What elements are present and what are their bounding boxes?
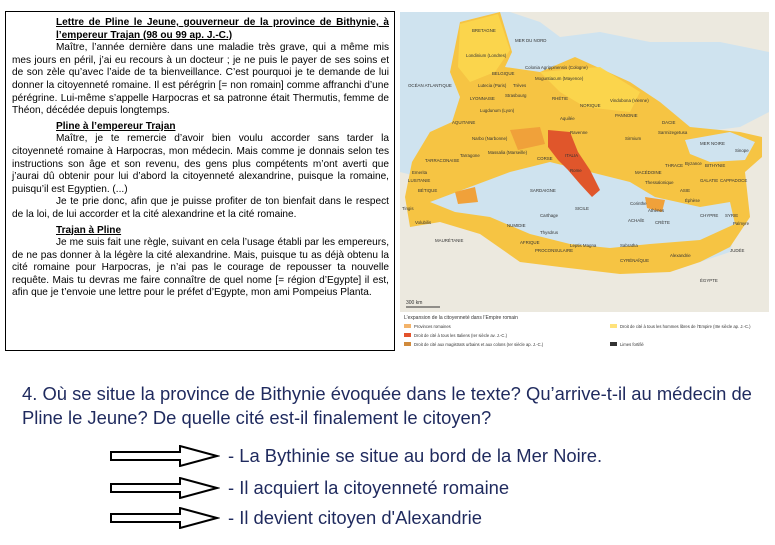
- map-label-bretagne: BRETAGNE: [472, 28, 496, 33]
- map-label-thysdrus: Thysdrus: [540, 230, 559, 235]
- map-label-dacie: DACIE: [662, 120, 676, 125]
- map-label-sirmium: Sirmium: [625, 136, 642, 141]
- letter-title-2: Pline à l’empereur Trajan: [56, 120, 176, 132]
- map-label-pannonie: PANNONIE: [615, 113, 638, 118]
- map-label-italia: ITALIA: [565, 153, 579, 158]
- map-label-carthage: Carthage: [540, 213, 559, 218]
- legend-swatch-2: [404, 342, 411, 346]
- map-label-volubilis: Volubilis: [415, 220, 432, 225]
- map-label-tingis: Tingis: [402, 206, 414, 211]
- map-label-palmyre: Palmyre: [733, 221, 750, 226]
- map-label-cologne: Colonia Agrippinensis (Cologne): [525, 65, 588, 70]
- map-label-mauretanie: MAURÉTANIE: [435, 238, 464, 243]
- map-label-thrace: THRACE: [665, 163, 684, 168]
- legend-label-0: Provinces romaines: [414, 324, 451, 329]
- map-label-macedoine: MACÉDOINE: [635, 170, 662, 175]
- legend-swatch-1: [404, 333, 411, 337]
- map-label-norique: NORIQUE: [580, 103, 601, 108]
- map-label-belgique: BELGIQUE: [492, 71, 515, 76]
- map-label-betique: BÉTIQUE: [418, 188, 438, 193]
- map-label-sabratha: Sabratha: [620, 243, 638, 248]
- map-label-ephese: Éphèse: [685, 198, 700, 203]
- map-label-vienne: Vindobona (Vienne): [610, 98, 649, 103]
- map-label-asie: ASIE: [680, 188, 691, 193]
- map-label-cappadoce: CAPPADOCE: [720, 178, 748, 183]
- answer-3: [110, 507, 482, 529]
- letter-text-box: [5, 11, 395, 351]
- map-label-numidie: NUMIDIE: [507, 223, 526, 228]
- map-label-proconsulaire: PROCONSULAIRE: [535, 248, 574, 253]
- legend-title: L’expansion de la citoyenneté dans l’Empire romain: [404, 315, 518, 321]
- map-label-achaie: ACHAÏE: [628, 218, 645, 223]
- map-label-crete: CRÈTE: [655, 220, 670, 225]
- answer-1-text: - La Bythinie se situe au bord de la Mer Noire.: [228, 445, 603, 466]
- legend-label-4: Limes fortifié: [620, 342, 644, 347]
- answer-2-text: - Il acquiert la citoyenneté romaine: [228, 477, 510, 498]
- right-arrow-icon: [110, 507, 220, 529]
- map-label-aquilee: Aquilée: [560, 116, 575, 121]
- legend-swatch-4: [610, 342, 617, 346]
- map-label-galatie: GALATIE: [700, 178, 719, 183]
- letter-paragraph-2: Maître, je te remercie d’avoir bien voulu accorder sans tarder la citoyenneté romaine à Harpocras, mon médecin. Mais comme je donnais selon tes instructions son âge et son revenu, des gens plus compétents m’ont averti que j’aurai dû obtenir pour lui d’abord la citoyenneté alexandrine, puisque la romaine, puisqu’il est Egyptien. (...): [12, 133, 389, 195]
- map-label-emerita: Emerita: [412, 170, 428, 175]
- letter-title-3: Trajan à Pline: [56, 224, 122, 236]
- map-label-mer-du-nord: MER DU NORD: [515, 38, 547, 43]
- scale-label: 300 km: [406, 300, 423, 306]
- map-label-ocean: OCÉAN ATLANTIQUE: [408, 83, 452, 88]
- map-label-mer-noire: MER NOIRE: [700, 141, 725, 146]
- map-label-thessalonique: Thessalonique: [645, 180, 674, 185]
- question-4: 4. Où se situe la province de Bithynie évoquée dans le texte? Qu’arrive-t-il au médecin de Pline le Jeune? De quelle cité est-il finalement le citoyen?: [22, 383, 752, 428]
- map-label-byzance: Byzance: [685, 161, 702, 166]
- map-label-londinium: Londinium (Londres): [466, 53, 507, 58]
- map-label-alexandrie: Alexandrie: [670, 253, 691, 258]
- map-label-corinthe: Corinthe: [630, 201, 647, 206]
- legend-swatch-0: [404, 324, 411, 328]
- map-label-strasbourg: Strasbourg: [505, 93, 527, 98]
- map-label-lyonnaise: LYONNAISE: [470, 96, 495, 101]
- map-label-lutecia: Lutecia (Paris): [478, 83, 507, 88]
- answer-2: [110, 477, 509, 499]
- letter-title-1: Lettre de Pline le Jeune, gouverneur de la province de Bithynie, à l’empereur Trajan (98 ou 99 ap. J.-C.): [56, 17, 389, 41]
- map-label-aquitaine: AQUITAINE: [452, 120, 476, 125]
- map-label-judee: JUDÉE: [730, 248, 745, 253]
- map-label-sinope: Sinope: [735, 148, 749, 153]
- legend-label-3: Droit de cité à tous les hommes libres de l’Empire (IIIe siècle ap. J.-C.): [620, 324, 751, 329]
- map-label-bithynie: BITHYNIE: [705, 163, 726, 168]
- map-label-ravenne: Ravenne: [570, 130, 588, 135]
- map-label-sardaigne: SARDAIGNE: [530, 188, 556, 193]
- map-label-lugdunum: Lugdunum (Lyon): [480, 108, 515, 113]
- map-label-sicile: SICILE: [575, 206, 589, 211]
- map-label-tarraconaise: TARRACONAISE: [425, 158, 460, 163]
- legend-label-1: Droit de cité à tous les Italiens (Ier siècle av. J.-C.): [414, 333, 508, 338]
- map-label-leptis: Leptis Magna: [570, 243, 597, 248]
- map-label-corse: CORSE: [537, 156, 553, 161]
- answer-3-text: - Il devient citoyen d'Alexandrie: [228, 507, 482, 528]
- map-label-rome: Rome: [570, 168, 582, 173]
- letter-paragraph-3: Je te prie donc, afin que je puisse profiter de ton bienfait dans le respect de la loi, de lui accorder et la cité alexandrine et la cité romaine.: [12, 196, 389, 220]
- map-label-narbo: Narbo (Narbonne): [472, 136, 508, 141]
- roman-empire-citizenship-map: [400, 12, 769, 355]
- answer-1: [110, 445, 602, 467]
- map-label-egypte: ÉGYPTE: [700, 278, 718, 283]
- map-label-sarmizegetusa: Sarmizegetusa: [658, 130, 688, 135]
- map-label-lusitanie: LUSITANIE: [408, 178, 431, 183]
- legend-label-2: Droit de cité aux magistrats urbains et aux colons (Ier siècle ap. J.-C.): [414, 342, 544, 347]
- map-label-tarragone: Tarragone: [460, 153, 480, 158]
- legend-swatch-3: [610, 324, 617, 328]
- map-label-athenes: Athènes: [648, 208, 665, 213]
- letter-paragraph-1: Maître, l’année dernière dans une maladie très grave, qui a même mis mes jours en péril, j’ai eu recours à un docteur ; je ne puis le payer de ses soins et de son zèle qu’avec l’aide de ta bienveillance. C’est pourquoi je te demande de lui donner la citoyenneté romaine. Il est pérégrin [= non romain] comme affranchi d’une pérégrine. Lui-même s’appelle Harpocras et sa patronne était Thermutis, femme de Théon, décédée depuis longtemps.: [12, 42, 389, 117]
- map-label-treves: Trèves: [513, 83, 527, 88]
- letter-paragraph-4: Je me suis fait une règle, suivant en cela l’usage établi par les empereurs, de ne pas donner à la légère la cité alexandrine. Mais, puisque tu as déjà obtenu la cité romaine pour Harpocras, je n’ai pas le courage de repousser ta nouvelle requête. Mais tu devras me faire connaître de quel nome [= région d’Egypte] il est, afin que je t’envoie une lettre pour le préfet d’Egypte, mon ami Pompeius Planta.: [12, 237, 389, 299]
- right-arrow-icon: [110, 477, 220, 499]
- map-label-cyrenaique: CYRÉNAÏQUE: [620, 258, 650, 263]
- map-label-chypre: CHYPRE: [700, 213, 719, 218]
- map-label-afrique: AFRIQUE: [520, 240, 540, 245]
- map-label-mayence: Moguntiacum (Mayence): [535, 76, 584, 81]
- map-label-rhetie: RHÉTIE: [552, 96, 569, 101]
- map-label-syrie: SYRIE: [725, 213, 739, 218]
- right-arrow-icon: [110, 445, 220, 467]
- map-label-massalia: Massalia (Marseille): [488, 150, 528, 155]
